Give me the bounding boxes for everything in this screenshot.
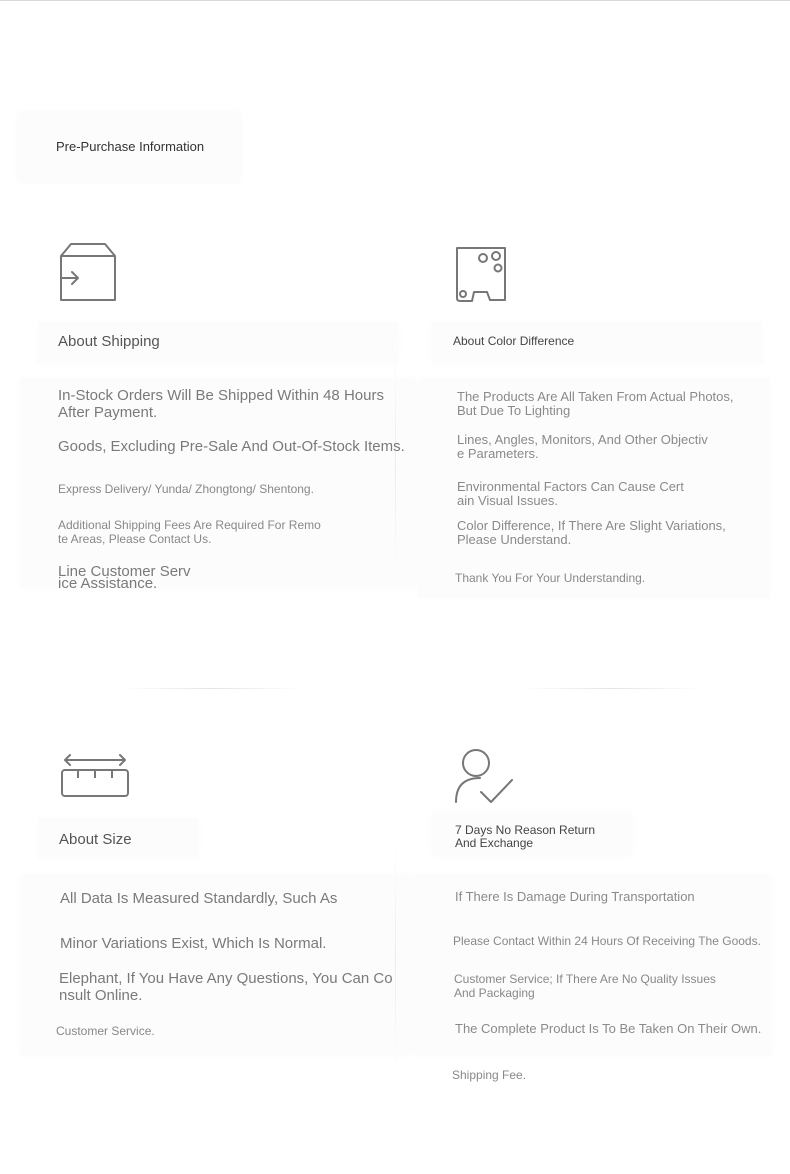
returns-line-3: Customer Service; If There Are No Quality Issues And Packaging xyxy=(454,972,716,1000)
color-line-1: The Products Are All Taken From Actual Photos, But Due To Lighting xyxy=(457,389,734,418)
size-line-3: Elephant, If You Have Any Questions, You Can Co nsult Online. xyxy=(59,970,393,1004)
color-line-2: Lines, Angles, Monitors, And Other Objectiv e Parameters. xyxy=(457,432,708,461)
top-divider xyxy=(0,0,790,1)
column-divider-bottom xyxy=(395,840,396,1080)
size-line-1: All Data Is Measured Standardly, Such As xyxy=(60,890,338,907)
shipping-line-4: Additional Shipping Fees Are Required For Remo te Areas, Please Contact Us. xyxy=(58,518,321,546)
color-line-3: Environmental Factors Can Cause Cert ain Visual Issues. xyxy=(457,479,684,508)
returns-line-5: Shipping Fee. xyxy=(452,1068,527,1082)
size-title: About Size xyxy=(59,831,132,848)
color-title: About Color Difference xyxy=(453,334,575,348)
shipping-title: About Shipping xyxy=(58,333,160,350)
shipping-line-3: Express Delivery/ Yunda/ Zhongtong/ Shentong. xyxy=(58,482,314,496)
shipping-box-icon xyxy=(58,242,118,304)
color-swatch-icon xyxy=(454,245,510,305)
returns-title: 7 Days No Reason Return And Exchange xyxy=(455,823,596,850)
shipping-line-1: In-Stock Orders Will Be Shipped Within 48 Hours After Payment. xyxy=(58,387,384,421)
ruler-icon xyxy=(58,752,132,800)
returns-line-4: The Complete Product Is To Be Taken On Their Own. xyxy=(455,1021,762,1036)
column-divider-top xyxy=(395,340,396,590)
size-line-2: Minor Variations Exist, Which Is Normal. xyxy=(60,935,327,952)
returns-line-2: Please Contact Within 24 Hours Of Receiving The Goods. xyxy=(453,934,761,948)
size-line-4: Customer Service. xyxy=(56,1024,155,1038)
page-title: Pre-Purchase Information xyxy=(56,139,205,154)
shipping-line-5: Line Customer Serv ice Assistance. xyxy=(58,563,191,592)
color-line-4: Color Difference, If There Are Slight Variations, Please Understand. xyxy=(457,518,726,547)
returns-line-1: If There Is Damage During Transportation xyxy=(455,889,695,904)
section-divider-right xyxy=(520,688,705,689)
user-check-icon xyxy=(454,746,516,806)
section-divider-left xyxy=(120,688,305,689)
shipping-line-2: Goods, Excluding Pre-Sale And Out-Of-Stock Items. xyxy=(58,438,405,455)
color-line-5: Thank You For Your Understanding. xyxy=(455,571,646,585)
